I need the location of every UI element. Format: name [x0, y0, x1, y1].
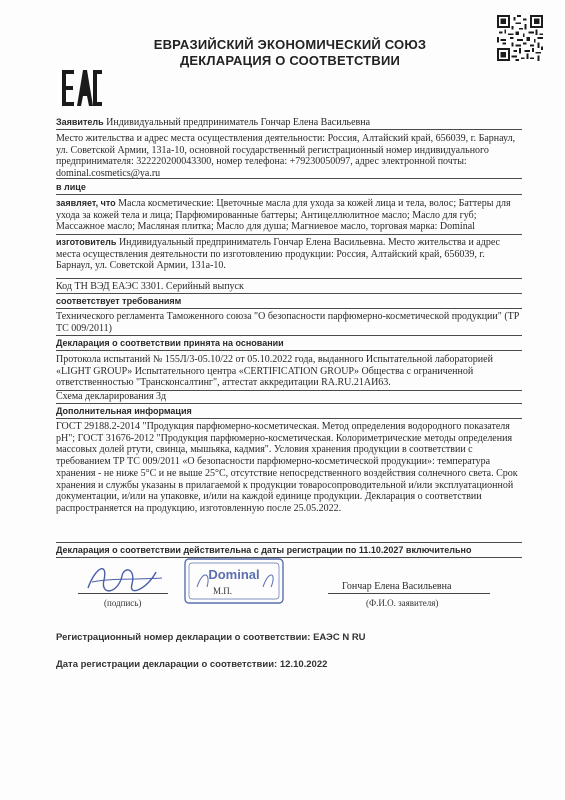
- declares-label: заявляет, что: [56, 198, 116, 208]
- declares-block: [56, 198, 522, 233]
- signatory-name: Гончар Елена Васильевна: [342, 581, 452, 592]
- divider: [56, 308, 522, 309]
- validity-line: [56, 545, 522, 557]
- name-caption: (Ф.И.О. заявителя): [366, 598, 439, 608]
- divider: [56, 542, 522, 543]
- divider: [56, 335, 522, 336]
- eac-logo: [62, 70, 102, 106]
- regulation-text: Технического регламента Таможенного союза "О безопасности парфюмерно-косметической продукции" (ТР ТС 009/2011): [56, 311, 520, 334]
- stamp-brand-text: Dominal: [208, 567, 260, 582]
- divider: [56, 418, 522, 419]
- signature-line: [78, 593, 168, 594]
- divider: [56, 403, 522, 404]
- registration-number-label: Регистрационный номер декларации о соответствии:: [56, 632, 311, 643]
- scheme-line: Схема декларирования 3д: [56, 391, 167, 402]
- applicant-label: Заявитель: [56, 117, 104, 127]
- applicant-line: [56, 117, 522, 129]
- validity-date: 11.10.2027 включительно: [358, 545, 472, 555]
- union-title: ЕВРАЗИЙСКИЙ ЭКОНОМИЧЕСКИЙ СОЮЗ: [153, 37, 427, 52]
- qr-code: [497, 15, 543, 61]
- divider: [56, 129, 522, 130]
- additional-text: ГОСТ 29188.2-2014 "Продукция парфюмерно-косметическая. Метод определения водородного показателя рН"; ГОСТ 31676-2012 "Продукция парфюмерно-косметическая. Колориметрические методы определения массовых долей ртути, свинца, мышьяка, кадмия". Условия хранения продукции в соответствии с требованием ТР ТС 009/2011 «О безопасности парфюмерно-косметической продукции»: температура хранения - не ниже 5°С и не выше 25°С, отсутствие непосредственного воздействия солнечного света. Срок хранения и службы указаны в прилагаемой к продукции товаросопроводительной и/или эксплуатационной документации, и/или на упаковке, и/или на каждой единице продукции. Декларация о соответствии распространяется на продукцию, изготовленную после 25.05.2022.: [56, 421, 518, 514]
- mp-mark: М.П.: [213, 586, 233, 596]
- divider: [56, 293, 522, 294]
- manufacturer-text: Индивидуальный предприниматель Гончар Елена Васильевна. Место жительства и адрес места осуществления деятельности по изготовлению продукции: Россия, Алтайский край, 656039, г. Барнаул, ул. Советской Армии, 131а-10.: [56, 237, 500, 272]
- in-person-label: в лице: [56, 182, 86, 192]
- protocol-text: Протокола испытаний № 155Л/3-05.10/22 от 05.10.2022 года, выданного Испытательной лабораторией «LIGHT GROUP» Испытательного центра «CERTIFICATION GROUP» Общества с ограниченной ответственностью "Трансконсалтинг", аттестат аккредитации RA.RU.21АИ63.: [56, 354, 493, 389]
- registration-date-value: 12.10.2022: [279, 659, 328, 670]
- products-text: Масла косметические: Цветочные масла для ухода за кожей лица и тела, волос; Баттеры для ухода за кожей тела и лица; Парфюмированные баттеры; Антицеллюлитное масло; Масло для губ; Массажное масло; Масляная плитка; Масло для душа; Магниевое масло, торговая марка: Dominal: [56, 198, 511, 233]
- manufacturer-label: изготовитель: [56, 237, 117, 247]
- registration-date-line: [56, 659, 327, 670]
- registration-number-line: [56, 632, 366, 643]
- divider: [56, 234, 522, 235]
- manufacturer-block: [56, 237, 522, 272]
- basis-label: Декларация о соответствии принята на основании: [56, 338, 284, 348]
- registration-number-value: ЕАЭС N RU: [313, 632, 366, 643]
- registration-date-label: Дата регистрации декларации о соответствии:: [56, 659, 278, 670]
- complies-label: соответствует требованиям: [56, 296, 182, 306]
- applicant-name: Индивидуальный предприниматель Гончар Елена Васильевна: [106, 117, 371, 128]
- additional-label: Дополнительная информация: [56, 406, 192, 416]
- divider: [56, 178, 522, 179]
- divider: [56, 278, 522, 279]
- validity-label: Декларация о соответствии действительна с даты регистрации по: [56, 545, 357, 555]
- divider: [56, 350, 522, 351]
- signature-caption: (подпись): [104, 598, 142, 608]
- applicant-details: Место жительства и адрес места осуществления деятельности: Россия, Алтайский край, 656039, г. Барнаул, ул. Советской Армии, 131а-10, основной государственный регистрационный номер индивидуального предпринимателя: 322220200043300, номер телефона: +79230050097, адрес электронной почты: dominal.cosmetics@ya.ru: [56, 133, 516, 180]
- divider: [56, 194, 522, 195]
- name-line: [328, 593, 490, 594]
- hs-code-line: Код ТН ВЭД ЕАЭС 3301. Серийный выпуск: [56, 281, 244, 292]
- document-title: ДЕКЛАРАЦИЯ О СООТВЕТСТВИИ: [179, 53, 401, 68]
